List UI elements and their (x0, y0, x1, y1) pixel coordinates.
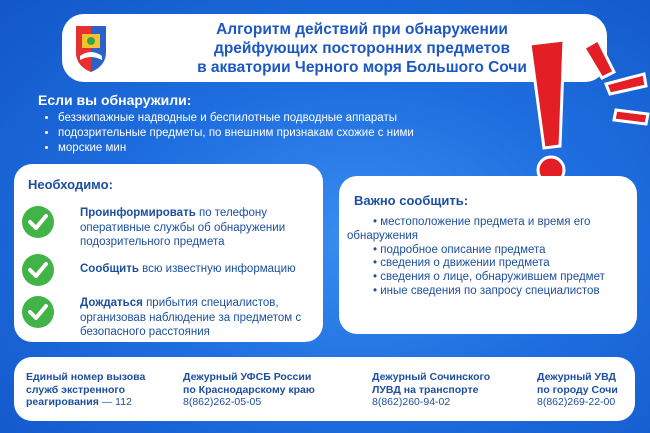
found-section (38, 92, 414, 156)
report-heading: Важно сообщить: (354, 193, 469, 208)
contact-label: по Краснодарскому краю (183, 383, 315, 396)
contact-phone[interactable]: 8(862)269-22-00 (537, 396, 616, 408)
list-item: • сведения о лице, обнаружившем предмет (347, 271, 617, 285)
check-icon (22, 206, 54, 238)
title-line: Алгоритм действий при обнаружении (216, 21, 508, 38)
step-rest: прибытия специалистов, организовав наблюдение за предметом с безопасного расстояния (80, 297, 302, 338)
contact-label: ЛУВД на транспорте (372, 383, 479, 396)
contacts-card (14, 357, 635, 421)
found-heading: Если вы обнаружили: (38, 92, 192, 108)
contact-ufsb (183, 371, 315, 409)
check-icon (22, 254, 54, 286)
contact-luvd (372, 371, 490, 409)
step-rest: всю известную информацию (138, 263, 296, 275)
step-bold: Дождаться (80, 297, 143, 309)
contact-uvd (537, 371, 618, 409)
found-list (38, 111, 414, 156)
step-text (80, 262, 320, 277)
step-rest: по телефону оперативные службы об обнаружении подозрительного предмета (80, 207, 286, 248)
exclamation-alarm-icon (514, 36, 650, 196)
contact-label: служб экстренного (26, 383, 126, 396)
contact-label: Единый номер вызова (26, 371, 146, 383)
contact-emergency (26, 371, 145, 409)
list-item: • безэкипажные надводные и беспилотные подводные аппараты (58, 111, 414, 126)
step-bold: Сообщить (80, 263, 139, 275)
list-item: • морские мин (58, 141, 414, 156)
contact-label: реагирования (26, 396, 99, 408)
list-item: • подробное описание предмета (347, 244, 617, 258)
contact-phone[interactable]: — 112 (98, 396, 132, 408)
need-heading: Необходимо: (28, 177, 113, 192)
sochi-coat-of-arms-icon (74, 22, 108, 74)
need-card (14, 164, 323, 342)
contact-label: Дежурный Сочинского (372, 371, 491, 383)
step-text (80, 206, 320, 250)
list-item: • подозрительные предметы, по внешним признакам схожие с ними (58, 126, 414, 141)
contact-label: Дежурный УВД (537, 371, 617, 383)
check-icon (22, 296, 54, 328)
report-list (347, 216, 617, 299)
report-card (339, 176, 637, 334)
contact-label: по городу Сочи (537, 383, 618, 396)
contact-phone[interactable]: 8(862)260-94-02 (372, 396, 451, 408)
title-line: в акватории Черного моря Большого Сочи (197, 59, 527, 76)
step-text (80, 296, 320, 340)
title-line: дрейфующих посторонних предметов (214, 40, 510, 57)
step-bold: Проинформировать (80, 207, 196, 219)
contact-phone[interactable]: 8(862)262-05-05 (183, 396, 262, 408)
list-item: • сведения о движении предмета (347, 257, 617, 271)
list-item: • местоположение предмета и время его обнаружения (347, 216, 617, 244)
contact-label: Дежурный УФСБ России (183, 371, 312, 383)
list-item: • иные сведения по запросу специалистов (347, 285, 617, 299)
